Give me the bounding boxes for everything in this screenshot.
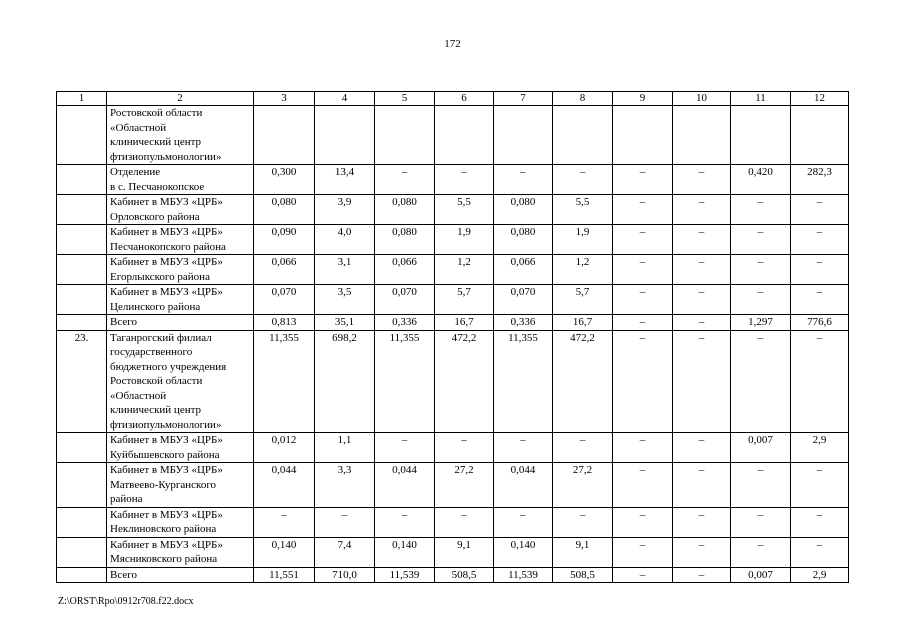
table-cell: – xyxy=(791,225,849,255)
table-cell: 0,044 xyxy=(254,463,315,508)
table-cell: 5,7 xyxy=(435,285,494,315)
table-cell: – xyxy=(553,433,613,463)
column-header: 10 xyxy=(673,92,731,106)
table-cell: – xyxy=(673,433,731,463)
table-cell: 0,007 xyxy=(731,567,791,583)
table-cell xyxy=(553,106,613,165)
table-cell: – xyxy=(791,255,849,285)
column-header: 12 xyxy=(791,92,849,106)
table-cell: – xyxy=(613,330,673,433)
row-name xyxy=(107,567,254,583)
table-cell: – xyxy=(613,195,673,225)
data-table xyxy=(56,91,849,583)
table-cell: – xyxy=(613,567,673,583)
table-cell: 13,4 xyxy=(315,165,375,195)
table-cell xyxy=(791,106,849,165)
table-cell: – xyxy=(673,285,731,315)
table-cell: 16,7 xyxy=(553,315,613,331)
row-number xyxy=(57,315,107,331)
table-cell: 1,2 xyxy=(435,255,494,285)
table-row xyxy=(57,315,849,331)
table-cell xyxy=(254,106,315,165)
table-row xyxy=(57,106,849,165)
table-header-row xyxy=(57,92,849,106)
table-cell: – xyxy=(613,225,673,255)
row-name xyxy=(107,433,254,463)
table-cell: – xyxy=(375,165,435,195)
table-cell: 710,0 xyxy=(315,567,375,583)
row-name-line: Кабинет в МБУЗ «ЦРБ» xyxy=(110,226,223,238)
row-name-line: Куйбышевского района xyxy=(110,448,220,461)
table-cell: 0,090 xyxy=(254,225,315,255)
row-number xyxy=(57,165,107,195)
page-number: 172 xyxy=(444,38,461,50)
table-row xyxy=(57,567,849,583)
table-cell: 0,420 xyxy=(731,165,791,195)
table-cell: – xyxy=(494,433,553,463)
table-cell: 16,7 xyxy=(435,315,494,331)
table-cell: 11,355 xyxy=(494,330,553,433)
row-name xyxy=(107,315,254,331)
table-cell: 508,5 xyxy=(553,567,613,583)
table-cell: – xyxy=(494,165,553,195)
table-cell: – xyxy=(731,330,791,433)
table-row xyxy=(57,507,849,537)
table-cell: – xyxy=(613,537,673,567)
table-cell: 0,813 xyxy=(254,315,315,331)
table-cell: – xyxy=(673,537,731,567)
table-row xyxy=(57,255,849,285)
table-cell: 1,297 xyxy=(731,315,791,331)
table-cell: 0,336 xyxy=(494,315,553,331)
table-cell: – xyxy=(435,165,494,195)
row-name-line: бюджетного учреждения xyxy=(110,360,227,373)
column-header: 6 xyxy=(435,92,494,106)
table-cell: – xyxy=(435,507,494,537)
table-cell: – xyxy=(673,165,731,195)
column-header: 4 xyxy=(315,92,375,106)
table-cell: – xyxy=(315,507,375,537)
table-cell: – xyxy=(494,507,553,537)
table-cell: 0,066 xyxy=(375,255,435,285)
row-name-line: Отделение xyxy=(110,166,161,178)
table-cell: – xyxy=(613,463,673,508)
table-cell: 1,9 xyxy=(553,225,613,255)
row-name-line: государственного xyxy=(110,346,193,358)
row-name-line: Целинского района xyxy=(110,300,201,313)
table-cell: 3,9 xyxy=(315,195,375,225)
table-cell: 0,066 xyxy=(254,255,315,285)
table-cell: 0,044 xyxy=(375,463,435,508)
table-cell xyxy=(375,106,435,165)
table-cell: 0,140 xyxy=(375,537,435,567)
row-number xyxy=(57,433,107,463)
row-name-line: Мясниковского района xyxy=(110,553,218,565)
table-cell: 9,1 xyxy=(435,537,494,567)
table-cell: – xyxy=(375,433,435,463)
column-header: 3 xyxy=(254,92,315,106)
table-cell: – xyxy=(673,463,731,508)
row-name xyxy=(107,507,254,537)
table-cell: – xyxy=(553,507,613,537)
table-cell: 5,5 xyxy=(435,195,494,225)
row-name-line: Всего xyxy=(110,568,137,581)
table-cell: – xyxy=(791,285,849,315)
table-cell: – xyxy=(731,195,791,225)
table-cell: 5,7 xyxy=(553,285,613,315)
table-cell: 11,551 xyxy=(254,567,315,583)
row-name-line: Кабинет в МБУЗ «ЦРБ» xyxy=(110,196,223,208)
table-cell: – xyxy=(613,285,673,315)
table-cell: 11,355 xyxy=(375,330,435,433)
row-name-line: фтизиопульмонологии» xyxy=(110,418,222,431)
table-cell: 2,9 xyxy=(791,567,849,583)
row-number xyxy=(57,463,107,508)
row-number xyxy=(57,255,107,285)
table-cell: 11,355 xyxy=(254,330,315,433)
table-cell: – xyxy=(731,225,791,255)
table-cell: 472,2 xyxy=(435,330,494,433)
table-cell: 27,2 xyxy=(553,463,613,508)
row-number xyxy=(57,225,107,255)
table-cell xyxy=(315,106,375,165)
table-cell: 0,007 xyxy=(731,433,791,463)
table-cell: 0,080 xyxy=(375,225,435,255)
column-header: 9 xyxy=(613,92,673,106)
table-cell: 0,336 xyxy=(375,315,435,331)
table-cell: 0,070 xyxy=(375,285,435,315)
table-cell: 0,300 xyxy=(254,165,315,195)
table-cell: 2,9 xyxy=(791,433,849,463)
row-name xyxy=(107,330,254,433)
table-cell: – xyxy=(791,195,849,225)
table-cell: 4,0 xyxy=(315,225,375,255)
table-cell: 9,1 xyxy=(553,537,613,567)
row-name-line: района xyxy=(110,493,143,505)
table-cell: 3,3 xyxy=(315,463,375,508)
table-cell: 0,080 xyxy=(254,195,315,225)
table-cell: – xyxy=(673,567,731,583)
table-cell: 0,044 xyxy=(494,463,553,508)
table-cell: 27,2 xyxy=(435,463,494,508)
table-cell: 0,066 xyxy=(494,255,553,285)
table-cell: – xyxy=(731,463,791,508)
row-name-line: клинический центр xyxy=(110,404,202,416)
table-cell: – xyxy=(613,507,673,537)
row-number: 23. xyxy=(57,330,107,433)
table-cell: – xyxy=(791,330,849,433)
table-cell: – xyxy=(613,165,673,195)
table-cell: 5,5 xyxy=(553,195,613,225)
table-row xyxy=(57,537,849,567)
table-row xyxy=(57,433,849,463)
row-name-line: Ростовской области xyxy=(110,107,203,119)
column-header: 5 xyxy=(375,92,435,106)
row-name-line: фтизиопульмонологии» xyxy=(110,150,222,163)
row-name xyxy=(107,225,254,255)
row-name-line: Всего xyxy=(110,316,137,328)
table-cell: – xyxy=(613,255,673,285)
row-name-line: Кабинет в МБУЗ «ЦРБ» xyxy=(110,256,223,268)
row-number xyxy=(57,285,107,315)
table-cell: 472,2 xyxy=(553,330,613,433)
row-name-line: Ростовской области xyxy=(110,375,203,387)
table-cell: – xyxy=(375,507,435,537)
table-cell: – xyxy=(254,507,315,537)
table-cell: – xyxy=(673,330,731,433)
table-cell: 11,539 xyxy=(375,567,435,583)
row-name-line: Кабинет в МБУЗ «ЦРБ» xyxy=(110,508,223,521)
row-name xyxy=(107,463,254,508)
table-cell: 0,012 xyxy=(254,433,315,463)
row-name-line: Кабинет в МБУЗ «ЦРБ» xyxy=(110,538,223,551)
table-cell: – xyxy=(673,315,731,331)
row-name-line: клинический центр xyxy=(110,136,202,148)
table-cell: – xyxy=(613,315,673,331)
table-cell: – xyxy=(731,255,791,285)
table-cell xyxy=(673,106,731,165)
table-cell: 282,3 xyxy=(791,165,849,195)
row-number xyxy=(57,567,107,583)
row-name xyxy=(107,106,254,165)
table-cell: – xyxy=(673,225,731,255)
table-cell xyxy=(435,106,494,165)
table-cell: 11,539 xyxy=(494,567,553,583)
table-cell: – xyxy=(673,255,731,285)
table-cell xyxy=(494,106,553,165)
row-name-line: Песчанокопского района xyxy=(110,240,226,253)
table-cell: – xyxy=(553,165,613,195)
table-cell xyxy=(731,106,791,165)
row-name xyxy=(107,165,254,195)
row-number xyxy=(57,507,107,537)
table-cell: – xyxy=(791,463,849,508)
row-number xyxy=(57,106,107,165)
row-name-line: «Областной xyxy=(110,389,167,402)
row-name xyxy=(107,537,254,567)
row-name-line: Орловского района xyxy=(110,210,200,223)
table-cell: 7,4 xyxy=(315,537,375,567)
table-row xyxy=(57,195,849,225)
row-name-line: в с. Песчанокопское xyxy=(110,180,205,193)
table-cell: – xyxy=(791,537,849,567)
table-cell: 508,5 xyxy=(435,567,494,583)
table-row xyxy=(57,165,849,195)
row-name-line: Кабинет в МБУЗ «ЦРБ» xyxy=(110,286,223,298)
table-cell: 1,1 xyxy=(315,433,375,463)
table-cell: – xyxy=(435,433,494,463)
row-name-line: Таганрогский филиал xyxy=(110,331,212,344)
table-cell: 0,080 xyxy=(375,195,435,225)
row-name xyxy=(107,255,254,285)
row-name-line: Егорлыкского района xyxy=(110,270,210,283)
table-cell: 0,070 xyxy=(494,285,553,315)
table-cell: 776,6 xyxy=(791,315,849,331)
table-cell: 698,2 xyxy=(315,330,375,433)
row-number xyxy=(57,537,107,567)
table-cell: 0,070 xyxy=(254,285,315,315)
column-header: 2 xyxy=(107,92,254,106)
file-path: Z:\ORST\Rpo\0912r708.f22.docx xyxy=(58,596,194,607)
table-cell: – xyxy=(731,507,791,537)
table-cell xyxy=(613,106,673,165)
row-name-line: Неклиновского района xyxy=(110,523,217,535)
table-cell: 3,1 xyxy=(315,255,375,285)
table-cell: – xyxy=(731,537,791,567)
row-name-line: Кабинет в МБУЗ «ЦРБ» xyxy=(110,434,223,446)
table-row xyxy=(57,463,849,508)
table-cell: 1,2 xyxy=(553,255,613,285)
table-cell: – xyxy=(613,433,673,463)
table-cell: 0,140 xyxy=(494,537,553,567)
table-body xyxy=(57,92,849,583)
column-header: 1 xyxy=(57,92,107,106)
table-cell: 35,1 xyxy=(315,315,375,331)
column-header: 8 xyxy=(553,92,613,106)
column-header: 7 xyxy=(494,92,553,106)
table-cell: – xyxy=(791,507,849,537)
row-name xyxy=(107,195,254,225)
table-cell: – xyxy=(673,195,731,225)
table-cell: 0,080 xyxy=(494,195,553,225)
table-cell: – xyxy=(673,507,731,537)
table-cell: 0,080 xyxy=(494,225,553,255)
row-number xyxy=(57,195,107,225)
column-header: 11 xyxy=(731,92,791,106)
table-row xyxy=(57,285,849,315)
table-cell: 0,140 xyxy=(254,537,315,567)
table-row xyxy=(57,330,849,433)
row-name xyxy=(107,285,254,315)
row-name-line: Кабинет в МБУЗ «ЦРБ» xyxy=(110,464,223,476)
table-cell: 3,5 xyxy=(315,285,375,315)
row-name-line: «Областной xyxy=(110,121,167,134)
table-row xyxy=(57,225,849,255)
table-cell: 1,9 xyxy=(435,225,494,255)
row-name-line: Матвеево-Курганского xyxy=(110,478,217,491)
table-cell: – xyxy=(731,285,791,315)
